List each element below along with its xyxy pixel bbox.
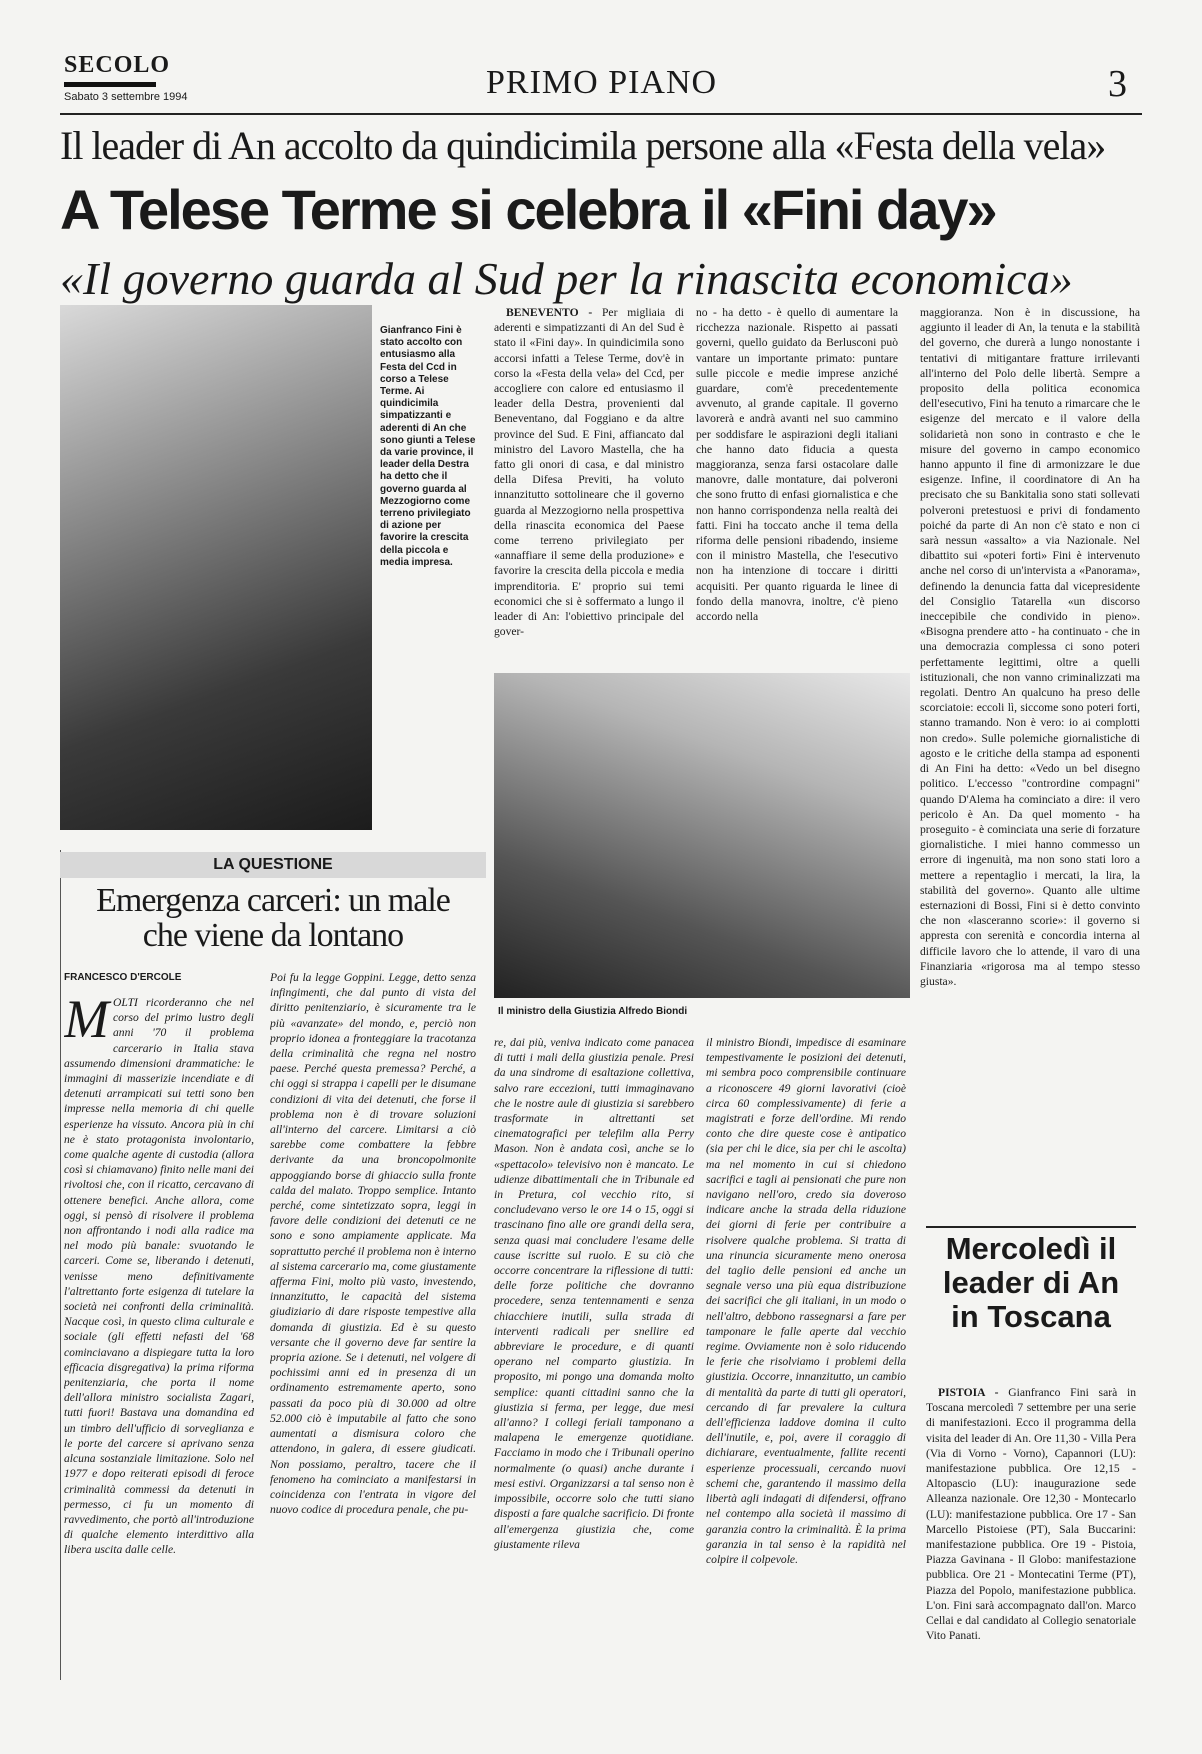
sidebar-text: [926, 1385, 1136, 1670]
questione-title-2: che viene da lontano: [142, 917, 404, 954]
masthead-logo: SECOLO: [64, 52, 171, 78]
photo-fini-caption: Gianfranco Fini è stato accolto con entusiasmo alla Festa del Ccd in corso a Telese Terme. Ai quindicimila simpatizzanti e aderenti di An che sono giunti a Telese da varie province, il leader della Destra ha detto che il governo guarda al Mezzogiorno come terreno privilegiato di azione per favorire la crescita della piccola e media impresa.: [380, 325, 476, 568]
photo-biondi-caption: Il ministro della Giustizia Alfredo Biondi: [498, 1006, 688, 1017]
sidebar-rule: [926, 1226, 1136, 1228]
questione-byline: FRANCESCO D'ERCOLE: [64, 972, 182, 983]
article-column-2: no - ha detto - è quello di aumentare la ricchezza nazionale. Rispetto ai passati governi, quello guidato da Berlusconi può vantare un importante primato: puntare sulle piccole e medie imprese anziché guardare, com'è precedentemente avvenuto, al grande capitale. Il governo lavorerà e andrà avanti nel suo cammino per soddisfare le aspirazioni degli italiani che hanno dato fiducia a questa maggioranza, senza farsi ostacolare dalle manovre, dalle montature, dai polveroni che sono frutto di enfasi giornalistica e che non hanno corrispondenza nella realtà dei fatti. Fini ha toccato anche il tema della riforma delle pensioni ribadendo, insieme con il ministro Mastella, che l'esecutivo non ha intenzione di toccare i diritti acquisiti. Per quanto riguarda le linee di fondo della manovra, inoltre, c'è pieno accordo nella: [696, 306, 898, 624]
page-number: 3: [1108, 63, 1127, 105]
header-rule: [60, 113, 1142, 115]
questione-column-1: [64, 995, 254, 1665]
issue-date: Sabato 3 settembre 1994: [64, 91, 188, 103]
questione-label: LA QUESTIONE: [60, 852, 486, 878]
questione-column-3: re, dai più, veniva indicato come panacea di tutti i mali della giustizia penale. Presi da una sindrome di esaltazione collettiva, salvo rare eccezioni, tutti immaginavano che le nostre aule di giustizia si sarebbero trasformate in altrettanti set cinematografici per telefilm alla Perry Mason. Non è andata così, anche se lo «spettacolo» televisivo non è mancato. Le udienze dibattimentali che in Tribunale ed in Pretura, col vecchio rito, si concludevano verso le ore 14 o 15, oggi si trascinano fino alle ore grandi della sera, senza quasi mai concludere l'esame delle cause iscritte sul ruolo. E su ciò che occorre concentrare la riflessione di tutti: delle forze politiche che dovranno procedere, senza tentennamenti e senza chiacchiere inutili, sulla strada di interventi radicali per snellire ed abbreviare le procedure, e di quanti operano nel comparto giustizia. In proposito, mi pongo una domanda molto semplice: quanti cittadini sanno che la giustizia si ferma, per legge, due mesi all'anno? I collegi feriali tamponano a malapena le emergenze quotidiane. Facciamo in modo che i Tribunali operino normalmente (o quasi) anche durante i mesi estivi. Organizzarsi a tal senso non è impossibile, occorre solo che tutti siano disposti a fare qualche sacrificio. Di fronte all'emergenza giustizia che, come giustamente rileva: [494, 1036, 694, 1551]
sidebar-body: Gianfranco Fini sarà in Toscana mercoledì 7 settembre per una serie di manifestazioni. Ecco il programma della visita del leader di An. Ore 11,30 - Villa Pera (Via di Vorno - Vorno), Capannori (LU): manifestazione pubblica. Ore 12,15 - Altopascio (LU): inaugurazione sede Alleanza nazionale. Ore 12,30 - Montecarlo (LU): manifestazione pubblica. Ore 17 - San Marcello Pistoiese (PT), Sala Buccarini: manifestazione pubblica. Ore 19 - Pistoia, Piazza Gavinana - Il Globo: manifestazione pubblica. Ore 21 - Montecatini Terme (PT), Piazza del Popolo, manifestazione pubblica. L'on. Fini sarà accompagnato dall'on. Marco Cellai e dal candidato al Collegio senatoriale Vito Panati.: [926, 1386, 1136, 1643]
article-subhead: «Il governo guarda al Sud per la rinascita economica»: [60, 253, 1073, 304]
questione-title-1: Emergenza carceri: un male: [96, 882, 450, 919]
drop-cap: M: [64, 995, 109, 1049]
article-column-1: [494, 305, 684, 665]
questione-text-1: OLTI ricorderanno che nel corso del primo lustro degli anni '70 il problema carcerario in Italia stava assumendo dimensioni drammatiche: le immagini di masserizie incendiate e di detenuti arrampicati sui tetti sono ben impresse nella memoria di chi quelle esperienze ha vissuto. Ancora più in chi ne è stato protagonista involontario, come qualche agente di custodia (allora così si chiamavano) finito nelle mani dei rivoltosi che, con il ricatto, cercavano di ottenere benefici. Anche allora, come oggi, si pensò di risolvere il problema non affrontando i nodi alla radice ma nel modo più banale: svuotando le carceri. Come se, liberando i detenuti, venisse meno definitivamente l'altrettanto forte esigenza di tutelare la società nei confronti della criminalità. Nacque così, in questo clima culturale e sociale (gli effetti nefasti del '68 cominciavano a dispiegare tutta la loro efficacia disgregativa) la prima riforma penitenziaria, che porta il nome dell'allora ministro socialista Zagari, tutti fuori! Bastava una domandina ed un timbro dell'ufficio di sorveglianza e le porte del carcere si aprivano senza alcuna sostanziale limitazione. Solo nel 1977 e dopo reiterati episodi di feroce criminalità commessi da detenuti in permesso, ci fu un momento di ravvedimento, che portò all'introduzione di qualche elemento interdittivo alla libera uscita dalle celle.: [64, 996, 254, 1557]
questione-column-4: il ministro Biondi, impedisce di esaminare tempestivamente le posizioni dei detenuti, mi sembra poco comprensibile continuare a riconoscere 49 giorni lavorativi (cioè circa 60 complessivamente) di ferie a magistrati e forze dell'ordine. Mi rendo conto che dire queste cose è antipatico (sia per chi le dice, sia per chi le ascolta) ma nel momento in cui si chiedono sacrifici e tagli ai pensionati che pure non navigano nell'oro, credo sia doveroso indicare anche la strada della riduzione dei giorni di ferie per contribuire a risolvere qualche problema. Si tratta di una rinuncia sicuramente meno onerosa del taglio delle pensioni ed anche un segnale verso una più equa distribuzione dei sacrifici che gli italiani, in un modo o nell'altro, debbono rassegnarsi a fare per tamponare le falle aperte dal vecchio regime. Ovviamente non è solo riducendo le ferie che risolviamo i problemi della giustizia. Occorre, innanzitutto, un cambio di mentalità da parte di tutti gli operatori, cercando di far prevalere la cultura dell'efficienza laddove domina il culto dell'inutile, e, poi, avere il coraggio di dichiarare, eventualmente, fallite recenti esperienze processuali, cercando nuovi schemi che, garantendo il massimo della libertà agli indagati di difendersi, offrano nel contempo alla società il massimo di garanzia contro la criminalità. È la prima garanzia in tal senso è la rapidità nel colpire il colpevole.: [706, 1036, 906, 1566]
article-column-3: maggioranza. Non è in discussione, ha aggiunto il leader di An, la tenuta e la stabilità del governo, che durerà a lungo nonostante i tentativi di mitigantare fratture irrilevanti all'interno del Polo delle libertà. Sempre a proposito della politica economica dell'esecutivo, Fini ha tenuto a rimarcare che le esigenze del mercato e il valore della solidarietà non sono in contrasto e che le misure del governo in campo economico hanno appunto il fine di armonizzare le due esigenze. Infine, il coordinatore di An ha precisato che su Bankitalia sono stati sollevati polveroni pretestuosi e privi di fondamento poiché da parte di An non c'è stato e non ci sarà nessun «assalto» a via Nazionale. Nel dibattito sui «poteri forti» Fini è intervenuto anche nel corso di un'intervista a «Panorama», definendo la denuncia fatta dal vicepresidente del Consiglio Tatarella «un discorso ineccepibile che condivido in pieno». «Bisogna prendere atto - ha continuato - che in una democrazia complessa ci sono poteri perfettamente legittimi, oltre a quelli istituzionali, che non vanno criminalizzati ma regolati. Dentro An qualcuno ha preso delle scorciatoie: eccoli lì, siccome sono poteri forti, stanno tramando. Non è vero: io ai complotti non credo». Sulle polemiche giornalistiche di agosto e le critiche della stampa ad esponenti di An Fini ha detto: «Vedo un bel disegno politico. L'eccesso "contrordine compagni" quando D'Alema ha cominciato a dire: il vero pericolo è An. Da quel momento - ha proseguito - è cominciata una serie di forzature giornalistiche. I miei hanno commesso un errore di ingenuità, ma non sono stati loro a mettere a repentaglio i mercati, la lira, la stabilità del governo». Quanto alle ultime esternazioni di Bossi, Fini si è detto convinto che non «lasceranno scorie»: il governo si appresta con serenità e concordia interna al difficile lavoro che lo attende, il varo di una Finanziaria «rigorosa ma al tempo stesso giusta».: [920, 306, 1140, 988]
section-title: PRIMO PIANO: [486, 64, 718, 101]
masthead-rule: [64, 82, 156, 87]
article-kicker: Il leader di An accolto da quindicimila persone alla «Festa della vela»: [60, 123, 1106, 168]
photo-fini: [60, 305, 372, 830]
dateline: BENEVENTO -: [506, 306, 593, 319]
sidebar-dateline: PISTOIA -: [938, 1386, 999, 1399]
article-text-1: Per migliaia di aderenti e simpatizzanti di An del Sud è stato il «Fini day». In quindicimila sono accorsi infatti a Telese Terme, dov'è in corso la «Festa della vela» del Ccd, per accogliere con calore ed entusiasmo il leader della Destra, provenienti dal Beneventano, dal Foggiano e da altre province del Sud. E Fini, affiancato dal ministro del Lavoro Mastella, che ha fatto gli onori di casa, e dal ministro della Difesa Previti, ha voluto innanzitutto sottolineare che il governo guarda al Mezzogiorno nella prospettiva della rinascita economica del Paese come terreno privilegiato per «annaffiare il seme della produzione» e favorire la crescita della piccola e media imprenditoria. E' proprio sui temi economici che si è soffermato a lungo il leader di An: l'obiettivo principale del gover-: [494, 306, 684, 639]
photo-biondi: [494, 673, 910, 998]
article-headline: A Telese Terme si celebra il «Fini day»: [60, 178, 996, 241]
questione-left-border: [60, 850, 61, 1680]
sidebar-title: Mercoledì il leader di An in Toscana: [942, 1231, 1120, 1334]
questione-column-2: Poi fu la legge Goppini. Legge, detto senza infingimenti, che dal punto di vista del diritto penitenziario, è sicuramente tra le più «avanzate» del mondo, e, perciò non proprio idonea a fronteggiare la tracotanza della criminalità che regna nel nostro paese. Perché questa premessa? Perché, a chi oggi si strappa i capelli per le disumane condizioni di vita dei detenuti, che forse il problema non è di trovare soluzioni all'interno del carcere. Limitarsi a ciò sarebbe come combattere la febbre derivante da una broncopolmonite appoggiando borse di ghiaccio sulla fronte calda del malato. Troppo semplice. Intanto perché, come sintetizzato sopra, leggi in favore delle condizioni dei detenuti ce ne sono e sono ampiamente applicate. Ma soprattutto perché il problema non è interno al sistema carcerario ma, come giustamente afferma Fini, molto più vasto, investendo, innanzitutto, le capacità del sistema giudiziario di dare risposte tempestive alla domanda di giustizia. Ed è su questo versante che il governo deve far sentire la propria azione. Se i detenuti, nel volgere di pochissimi anni ed in presenza di un ordinamento estremamente aperto, sono passati da poco più di 30.000 ad oltre 52.000 ciò è imputabile al fatto che sono aumentati a dismisura coloro che attendono, in galera, di essere giudicati. Non possiamo, peraltro, tacere che il fenomeno ha cominciato a manifestarsi in coincidenza con l'entrata in vigore del nuovo codice di procedura penale, che pu-: [270, 971, 476, 1517]
